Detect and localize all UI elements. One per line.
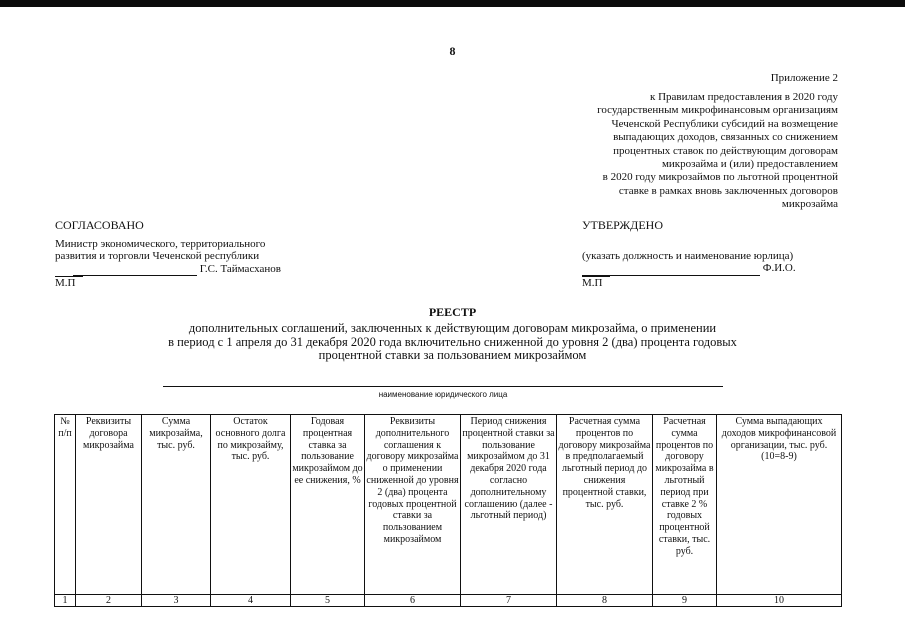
column-header: № п/п (55, 415, 76, 595)
registry-subtitle-line: дополнительных соглашений, заключенных к действующим договорам микрозайма, о применении (188, 321, 717, 335)
column-number: 4 (211, 595, 291, 607)
approved-stamp: М.П (582, 276, 610, 290)
column-number: 1 (55, 595, 76, 607)
rules-line: микрозайма и (или) предоставлением (661, 158, 838, 171)
registry-table (54, 414, 842, 607)
column-number: 6 (365, 595, 461, 607)
registry-subtitle-line: процентной ставки за пользованием микрозаймом (318, 348, 587, 362)
table-header-row (55, 415, 842, 595)
registry-subtitle (0, 322, 905, 363)
approved-note: (указать должность и наименование юрлица) (582, 249, 794, 262)
agreed-signature-row (55, 263, 281, 277)
column-number: 5 (291, 595, 365, 607)
table-number-row (55, 595, 842, 607)
registry-subtitle-line: в период с 1 апреля до 31 декабря 2020 года включительно сниженной до уровня 2 (два) процента годовых (168, 334, 737, 349)
approved-signer-name: Ф.И.О. (762, 262, 796, 274)
column-header: Реквизиты дополнительного соглашения к договору микрозайма о применении сниженной до уровня 2 (два) процента годовых процентной ставки за пользованием микрозаймом (365, 415, 461, 595)
column-header: Расчетная сумма процентов по договору микрозайма в льготный период при ставке 2 % годовых процентной ставки, тыс. руб. (653, 415, 717, 595)
rules-line: к Правилам предоставления в 2020 году (650, 91, 838, 103)
column-header: Сумма выпадающих доходов микрофинансовой организации, тыс. руб. (10=8-9) (717, 415, 842, 595)
signature-line (582, 262, 760, 276)
column-header: Расчетная сумма процентов по договору микрозайма в предполагаемый льготный период до снижения процентной ставки, тыс. руб. (557, 415, 653, 595)
column-number: 7 (461, 595, 557, 607)
rules-line: микрозайма (781, 198, 838, 211)
signature-line (73, 263, 197, 277)
registry-title: РЕЕСТР (428, 305, 477, 319)
agreed-position-line2: развития и торговли Чеченской республики (55, 250, 260, 262)
approved-block (582, 219, 796, 289)
column-header: Реквизиты договора микрозайма (76, 415, 142, 595)
agreed-block (55, 219, 281, 290)
column-header: Период снижения процентной ставки за пользование микрозаймом до 31 декабря 2020 года согласно дополнительному соглашению (далее - льготный период) (461, 415, 557, 595)
column-number: 9 (653, 595, 717, 607)
column-header: Сумма микрозайма, тыс. руб. (142, 415, 211, 595)
rules-line: выпадающих доходов, связанных со снижением (613, 131, 838, 144)
rules-line: в 2020 году микрозаймов по льготной процентной (602, 171, 838, 184)
agreed-position-line1: Министр экономического, территориального (55, 237, 266, 250)
column-header: Годовая процентная ставка за пользование микрозаймом до ее снижения, % (291, 415, 365, 595)
rules-reference (538, 91, 838, 212)
approved-title: УТВЕРЖДЕНО (582, 218, 664, 232)
scan-border (0, 0, 905, 7)
rules-line: государственным микрофинансовым организациям (597, 104, 838, 117)
agreed-stamp: М.П (55, 276, 83, 290)
entity-name-line (163, 386, 723, 387)
rules-line: ставке в рамках вновь заключенных договоров (618, 184, 838, 197)
rules-line: процентных ставок по действующим договорам (613, 144, 838, 157)
approved-signature-row (582, 262, 796, 276)
agreed-title: СОГЛАСОВАНО (55, 218, 144, 232)
column-number: 3 (142, 595, 211, 607)
agreed-signer-name: Г.С. Таймасханов (199, 262, 281, 275)
column-number: 10 (717, 595, 842, 607)
rules-line: Чеченской Республики субсидий на возмещение (611, 117, 838, 130)
entity-name-caption: наименование юридического лица (378, 390, 508, 399)
column-number: 2 (76, 595, 142, 607)
column-header: Остаток основного долга по микрозайму, тыс. руб. (211, 415, 291, 595)
column-number: 8 (557, 595, 653, 607)
appendix-label: Приложение 2 (770, 72, 838, 84)
page-number: 8 (449, 44, 456, 58)
